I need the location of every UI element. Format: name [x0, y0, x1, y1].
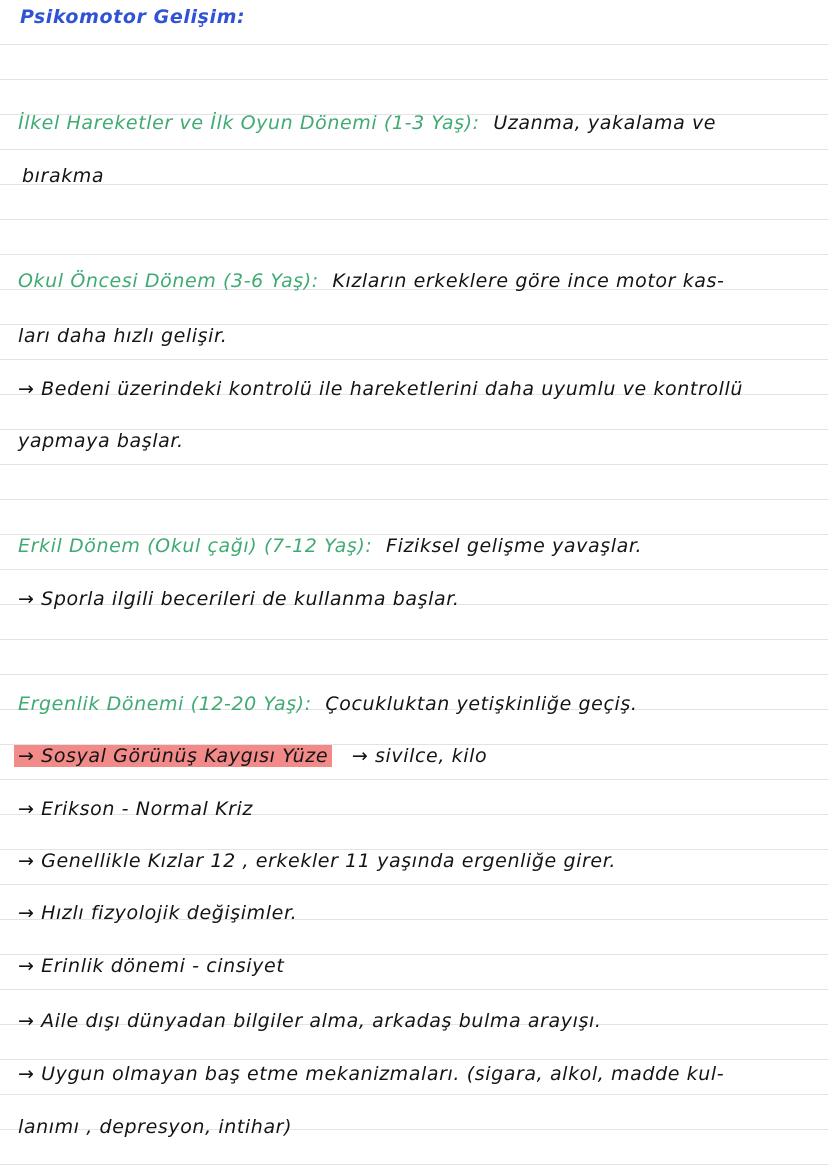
section-1-text: Uzanma, yakalama ve — [493, 112, 717, 134]
section-4-bullet-3-line — [0, 902, 828, 942]
section-3-text: Fiziksel gelişme yavaşlar. — [386, 535, 643, 557]
section-4-bullet: → Hızlı fizyolojik değişimler. — [18, 902, 298, 924]
section-4-bullet-2-line — [0, 850, 828, 890]
section-2-text-cont: ları daha hızlı gelişir. — [18, 325, 228, 347]
page-title: Psikomotor Gelişim: — [20, 6, 246, 28]
section-4-bullet: → Uygun olmayan baş etme mekanizmaları. (sigara, alkol, madde kul- — [18, 1063, 725, 1085]
section-1-text-cont: bırakma — [22, 165, 105, 187]
section-3-bullet-line — [0, 588, 828, 628]
section-1-heading-line — [0, 112, 828, 152]
section-4-bullet: → Genellikle Kızlar 12 , erkekler 11 yaşında ergenliğe girer. — [18, 850, 616, 872]
section-1-heading: İlkel Hareketler ve İlk Oyun Dönemi (1-3 Yaş): — [18, 112, 480, 134]
section-4-text: Çocukluktan yetişkinliğe geçiş. — [325, 693, 638, 715]
section-4-highlight-line — [0, 745, 828, 785]
section-4-heading: Ergenlik Dönemi (12-20 Yaş): — [18, 693, 312, 715]
section-4-heading-line — [0, 693, 828, 733]
section-4-bullet-5-line — [0, 1010, 828, 1050]
section-4-bullet-1-line — [0, 798, 828, 838]
section-4-bullet: → Erikson - Normal Kriz — [18, 798, 253, 820]
section-2-bullet-line — [0, 378, 828, 418]
section-4-highlight-after: → sivilce, kilo — [351, 745, 488, 767]
section-4-bullet-cont: lanımı , depresyon, intihar) — [18, 1116, 293, 1138]
section-4-highlight: → Sosyal Görünüş Kaygısı Yüze — [14, 745, 332, 767]
section-4-bullet: → Aile dışı dünyadan bilgiler alma, arkadaş bulma arayışı. — [18, 1010, 602, 1032]
page-title-line — [0, 6, 828, 46]
section-3-heading: Erkil Dönem (Okul çağı) (7-12 Yaş): — [18, 535, 373, 557]
section-2-bullet-cont-line — [0, 430, 828, 470]
section-4-bullet-4-line — [0, 955, 828, 995]
section-3-heading-line — [0, 535, 828, 575]
section-4-bullet: → Erinlik dönemi - cinsiyet — [18, 955, 285, 977]
section-2-bullet-cont: yapmaya başlar. — [18, 430, 184, 452]
section-1-text-line — [0, 165, 828, 205]
section-2-heading-line — [0, 270, 828, 310]
section-2-bullet: → Bedeni üzerindeki kontrolü ile hareketlerini daha uyumlu ve kontrollü — [18, 378, 744, 400]
section-4-bullet-7-line — [0, 1116, 828, 1156]
section-2-heading: Okul Öncesi Dönem (3-6 Yaş): — [18, 270, 319, 292]
section-2-text: Kızların erkeklere göre ince motor kas- — [332, 270, 725, 292]
section-3-bullet: → Sporla ilgili becerileri de kullanma başlar. — [18, 588, 460, 610]
section-4-bullet-6-line — [0, 1063, 828, 1103]
section-2-text-line — [0, 325, 828, 365]
